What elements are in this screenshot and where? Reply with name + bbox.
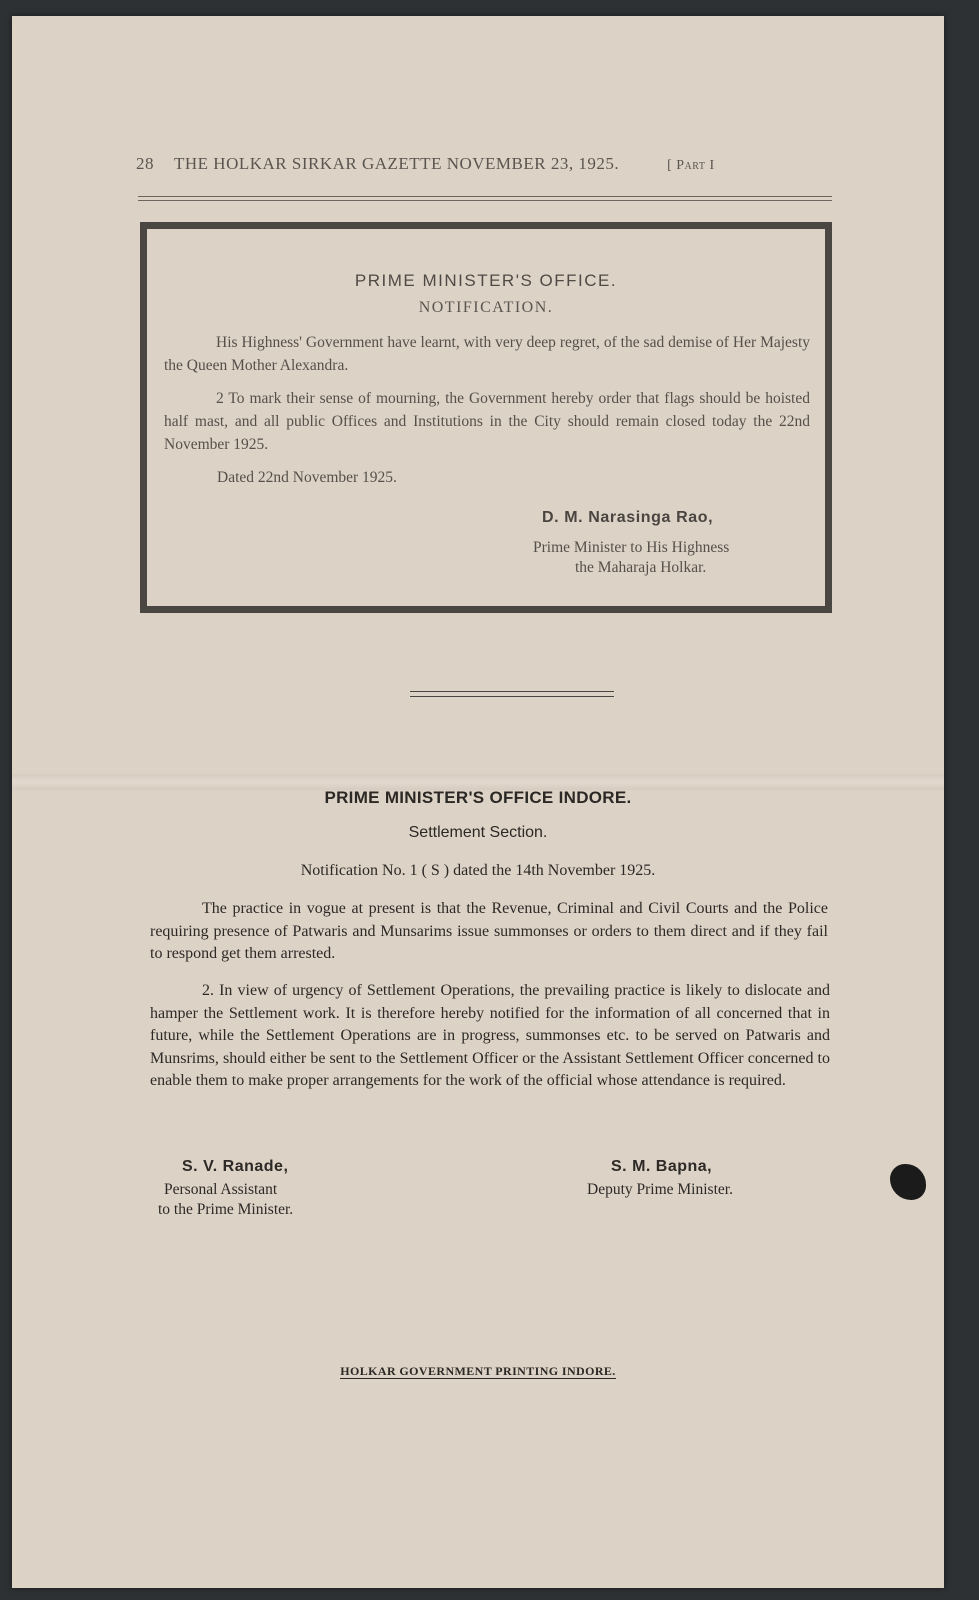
signature-block-left xyxy=(158,1158,293,1220)
notice1-paragraph-1: His Highness' Government have learnt, with very deep regret, of the sad demise of Her Majesty the Queen Mother Alexandra. xyxy=(164,334,810,374)
notice1-designation-line2: the Maharaja Holkar. xyxy=(575,559,707,576)
page-number: 28 xyxy=(136,154,154,173)
signatory-right-designation-line1: Deputy Prime Minister. xyxy=(587,1181,733,1198)
notice1-signatory: D. M. Narasinga Rao, xyxy=(542,509,714,526)
signatory-left-name: S. V. Ranade, xyxy=(182,1158,289,1175)
signature-block-right xyxy=(587,1158,733,1200)
printer-imprint xyxy=(12,1364,944,1379)
notification-box xyxy=(140,222,832,613)
notice2-paragraph-2: 2. In view of urgency of Settlement Operations, the prevailing practice is likely to dislocate and hamper the Settlement work. It is therefore hereby notified for the information of all concerned that in future, while the Settlement Operations are in progress, summonses etc. to be served on Patwaris and Munsrims, should either be sent to the Settlement Officer or the Assistant Settlement Officer concerned to enable them to make proper arrangements for the work of the official whose attendance is required. xyxy=(150,982,830,1090)
notice2-title: PRIME MINISTER'S OFFICE INDORE. xyxy=(324,788,632,807)
notice1-designation-line1: Prime Minister to His Highness xyxy=(533,539,730,556)
notice1-subtitle: NOTIFICATION. xyxy=(418,299,554,316)
notice1-date: Dated 22nd November 1925. xyxy=(217,469,397,486)
notice2-notification-number: Notification No. 1 ( S ) dated the 14th November 1925. xyxy=(300,862,656,879)
printer-imprint-text: HOLKAR GOVERNMENT PRINTING INDORE. xyxy=(340,1364,616,1378)
signatory-left-designation-line1: Personal Assistant xyxy=(164,1181,278,1198)
signatory-right-name: S. M. Bapna, xyxy=(611,1158,713,1175)
gazette-page xyxy=(12,16,944,1588)
signatory-left-designation-line2: to the Prime Minister. xyxy=(158,1201,294,1218)
part-label: [ Part I xyxy=(667,158,715,173)
header-rule-top xyxy=(138,196,832,197)
notice1-title: PRIME MINISTER'S OFFICE. xyxy=(354,271,618,290)
section-divider-bottom xyxy=(410,696,614,697)
notice2-paragraph-1: The practice in vogue at present is that the Revenue, Criminal and Civil Courts and the Police requiring presence of Patwaris and Munsarims issue summonses or orders to them direct and if they fail to respond get them arrested. xyxy=(150,900,828,962)
paper-tear-hole xyxy=(890,1164,926,1200)
gazette-title: THE HOLKAR SIRKAR GAZETTE NOVEMBER 23, 1925. xyxy=(174,154,620,173)
notice2-subtitle: Settlement Section. xyxy=(408,824,548,841)
page-header xyxy=(136,154,836,174)
notice1-paragraph-2: 2 To mark their sense of mourning, the Government hereby order that flags should be hoisted half mast, and all public Offices and Institutions in the City should remain closed today the 22nd November 1925. xyxy=(164,390,810,453)
header-rule-bottom xyxy=(138,200,832,201)
section-divider-top xyxy=(410,691,614,692)
